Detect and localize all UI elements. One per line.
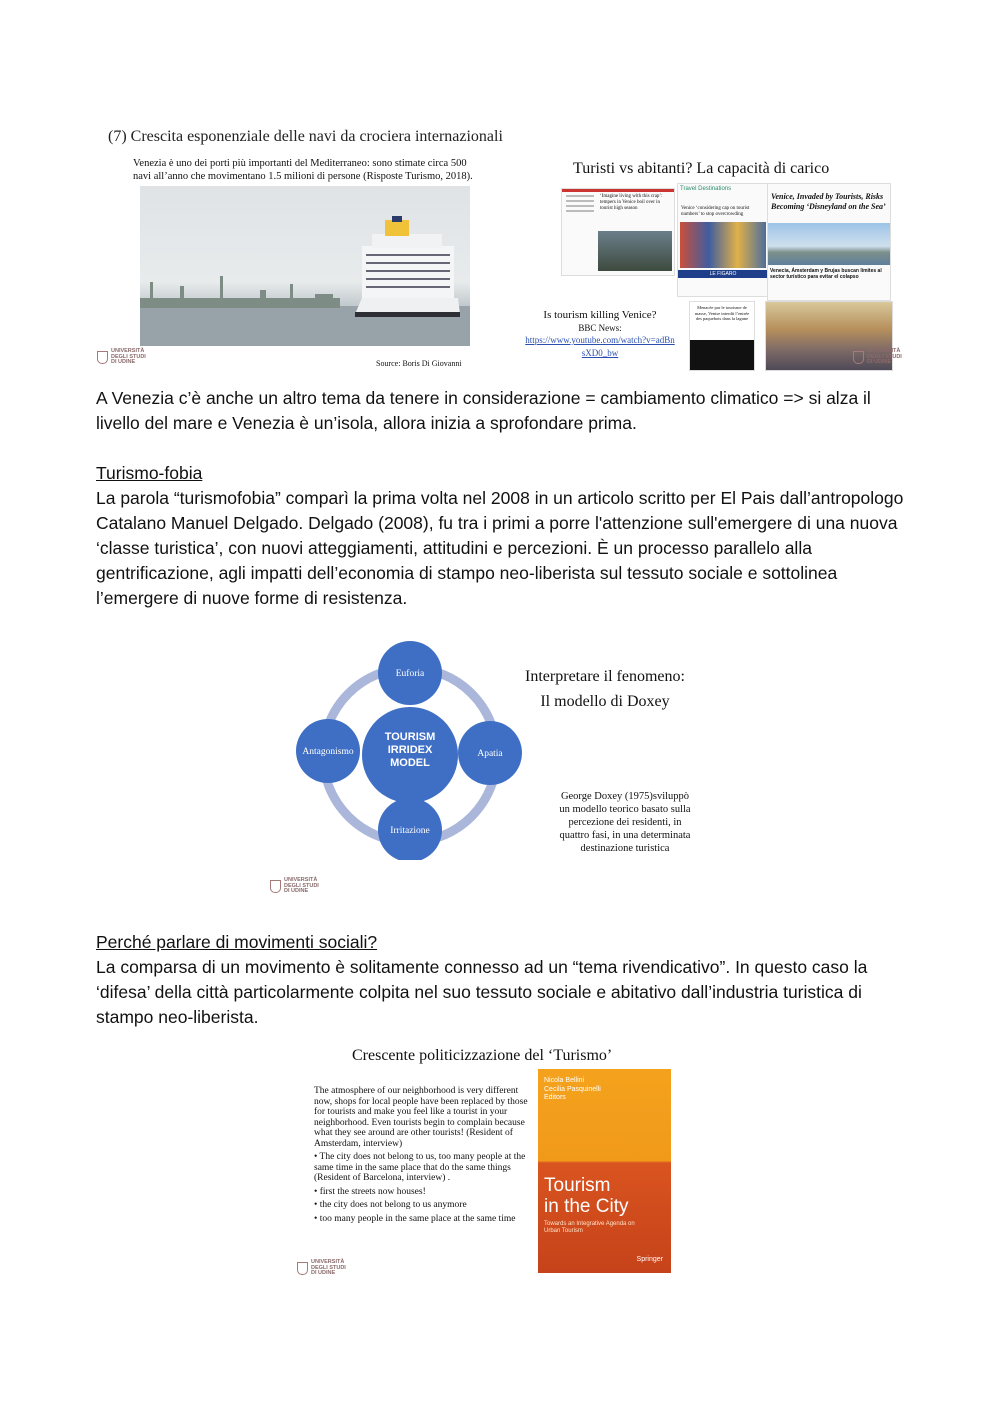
label-irritazione: Irritazione [390, 826, 430, 836]
resident-quote: The atmosphere of our neighborhood is very different now, shops for local people have been replaced by those for tourists and make you feel like a tourist in your neighborhood. Even tourists begin to complain because what they see around are other tourists! (Resident of Amsterdam, interview) [314, 1086, 528, 1149]
slide1-caption: Venezia è uno dei porti più importanti del Mediterraneo: sono stimate circa 500 navi all’anno che movimentano 1.5 milioni di persone (Risposte Turismo, 2018). [133, 158, 473, 182]
news-clip-figaro [689, 301, 755, 371]
turismofobia-section [96, 461, 916, 611]
slide1-source: Source: Boris Di Giovanni [376, 359, 462, 368]
bullet-4: • too many people in the same place at the same time [314, 1213, 516, 1224]
label-antagonismo: Antagonismo [302, 747, 354, 757]
slide2-title: Turisti vs abitanti? La capacità di carico [573, 160, 830, 177]
label-euforia: Euforia [395, 669, 425, 679]
bbc-block [520, 309, 680, 359]
book-title-2: in the City [544, 1196, 629, 1217]
slide3-title: Interpretare il fenomeno: Il modello di Doxey [525, 668, 685, 710]
book-publisher: Springer [636, 1256, 663, 1263]
bullet-2: • first the streets now houses! [314, 1186, 426, 1197]
label-apatia: Apatia [477, 749, 503, 759]
irridex-diagram [290, 640, 530, 860]
book-subtitle: Towards an Integrative Agenda on Urban Tourism [544, 1221, 635, 1234]
university-logo: UNIVERSITÀ DEGLI STUDI DI UDINE [97, 349, 146, 366]
bbc-video-link[interactable]: https://www.youtube.com/watch?v=adBnsXD0_bw [525, 335, 675, 358]
slide4-quote-block [314, 1086, 529, 1224]
bullet-1: • The city does not belong to us, too many people at the same time in the same place that do the same things (Resident of Barcelona, interview) . [314, 1152, 526, 1183]
bullet-3: • the city does not belong to us anymore [314, 1200, 467, 1210]
center-label-2: IRRIDEX [387, 744, 433, 756]
doxey-description: George Doxey (1975)sviluppò un modello teorico basato sulla percezione dei residenti, in quattro fasi, in una determinata destinazione turistica [559, 791, 691, 854]
book-editor-1: Nicola Bellini [544, 1077, 585, 1084]
guardian-headline: ‘Imagine living with this crap’: tempers in Venice boil over in tourist high season [600, 194, 663, 211]
turismofobia-heading: Turismo-fobia [96, 463, 203, 483]
book-title-1: Tourism [544, 1175, 611, 1196]
slide1-title: (7) Crescita esponenziale delle navi da crociera internazionali [108, 128, 503, 145]
university-logo: UNIVERSITÀ DEGLI STUDI DI UDINE [853, 349, 902, 366]
university-logo: UNIVERSITÀ DEGLI STUDI DI UDINE [297, 1260, 346, 1277]
bbc-label: BBC News: [578, 322, 622, 333]
cruise-ship-illustration [140, 186, 470, 346]
news-clip-telegraph [677, 183, 769, 297]
movimenti-section [96, 930, 916, 1030]
spain-headline: Venecia, Ámsterdam y Brujas buscan límites al sector turístico para evitar el colapso [770, 268, 882, 280]
slide4-title: Crescente politicizzazione del ‘Turismo’ [352, 1047, 613, 1064]
news-clip-nyt [767, 183, 891, 301]
book-editors-label: Editors [544, 1094, 566, 1101]
figaro-text: Menacée par le tourisme de masse, Venise interdit l’entrée des paquebots dans la lagune [694, 305, 750, 321]
center-label-1: TOURISM [384, 731, 436, 743]
book-editor-2: Cecilia Pasquinelli [544, 1085, 601, 1093]
bbc-title: Is tourism killing Venice? [543, 309, 657, 321]
destinations-label: Destinations [698, 186, 732, 192]
university-crest-icon [270, 880, 281, 893]
university-logo: UNIVERSITÀ DEGLI STUDI DI UDINE [270, 878, 319, 895]
climate-paragraph: A Venezia c’è anche un altro tema da tenere in considerazione = cambiamento climatico => si alza il livello del mare e Venezia è un’isola, allora inizia a sprofondare prima. [96, 388, 871, 433]
telegraph-headline: Venice ‘considering cap on tourist numbers’ to stop overcrowding [681, 206, 750, 217]
news-clip-guardian [561, 188, 675, 276]
book-cover [538, 1069, 671, 1273]
turismofobia-text: La parola “turismofobia” comparì la prima volta nel 2008 in un articolo scritto per El Pais dall’antropologo Catalano Manuel Delgado. Delgado (2008), fu tra i primi a porre l'attenzione sull'emergere di una nuova ‘classe turistica’, con nuovi atteggiamenti, attitudini e percezioni. È un processo parallelo alla gentrificazione, agli impatti dell’economia di stampo neo-liberista sul tessuto sociale e sottolinea l’emergere di nuove forme di resistenza. [96, 488, 904, 608]
cruise-ship-photo [140, 186, 470, 346]
movimenti-text: La comparsa di un movimento è solitamente connesso ad un “tema rivendicativo”. In questo caso la ‘difesa’ della città particolarmente colpita nel suo tessuto sociale e abitativo dall’industria turistica di stampo neo-liberista. [96, 957, 868, 1027]
university-crest-icon [297, 1262, 308, 1275]
center-label-3: MODEL [390, 757, 430, 769]
travel-label: Travel [680, 186, 697, 192]
movimenti-heading: Perché parlare di movimenti sociali? [96, 932, 378, 952]
university-crest-icon [97, 351, 108, 364]
university-crest-icon [853, 351, 864, 364]
nyt-headline: Venice, Invaded by Tourists, Risks Becoming ‘Disneyland on the Sea’ [771, 192, 886, 211]
figaro-banner: LE FIGARO [678, 270, 768, 278]
